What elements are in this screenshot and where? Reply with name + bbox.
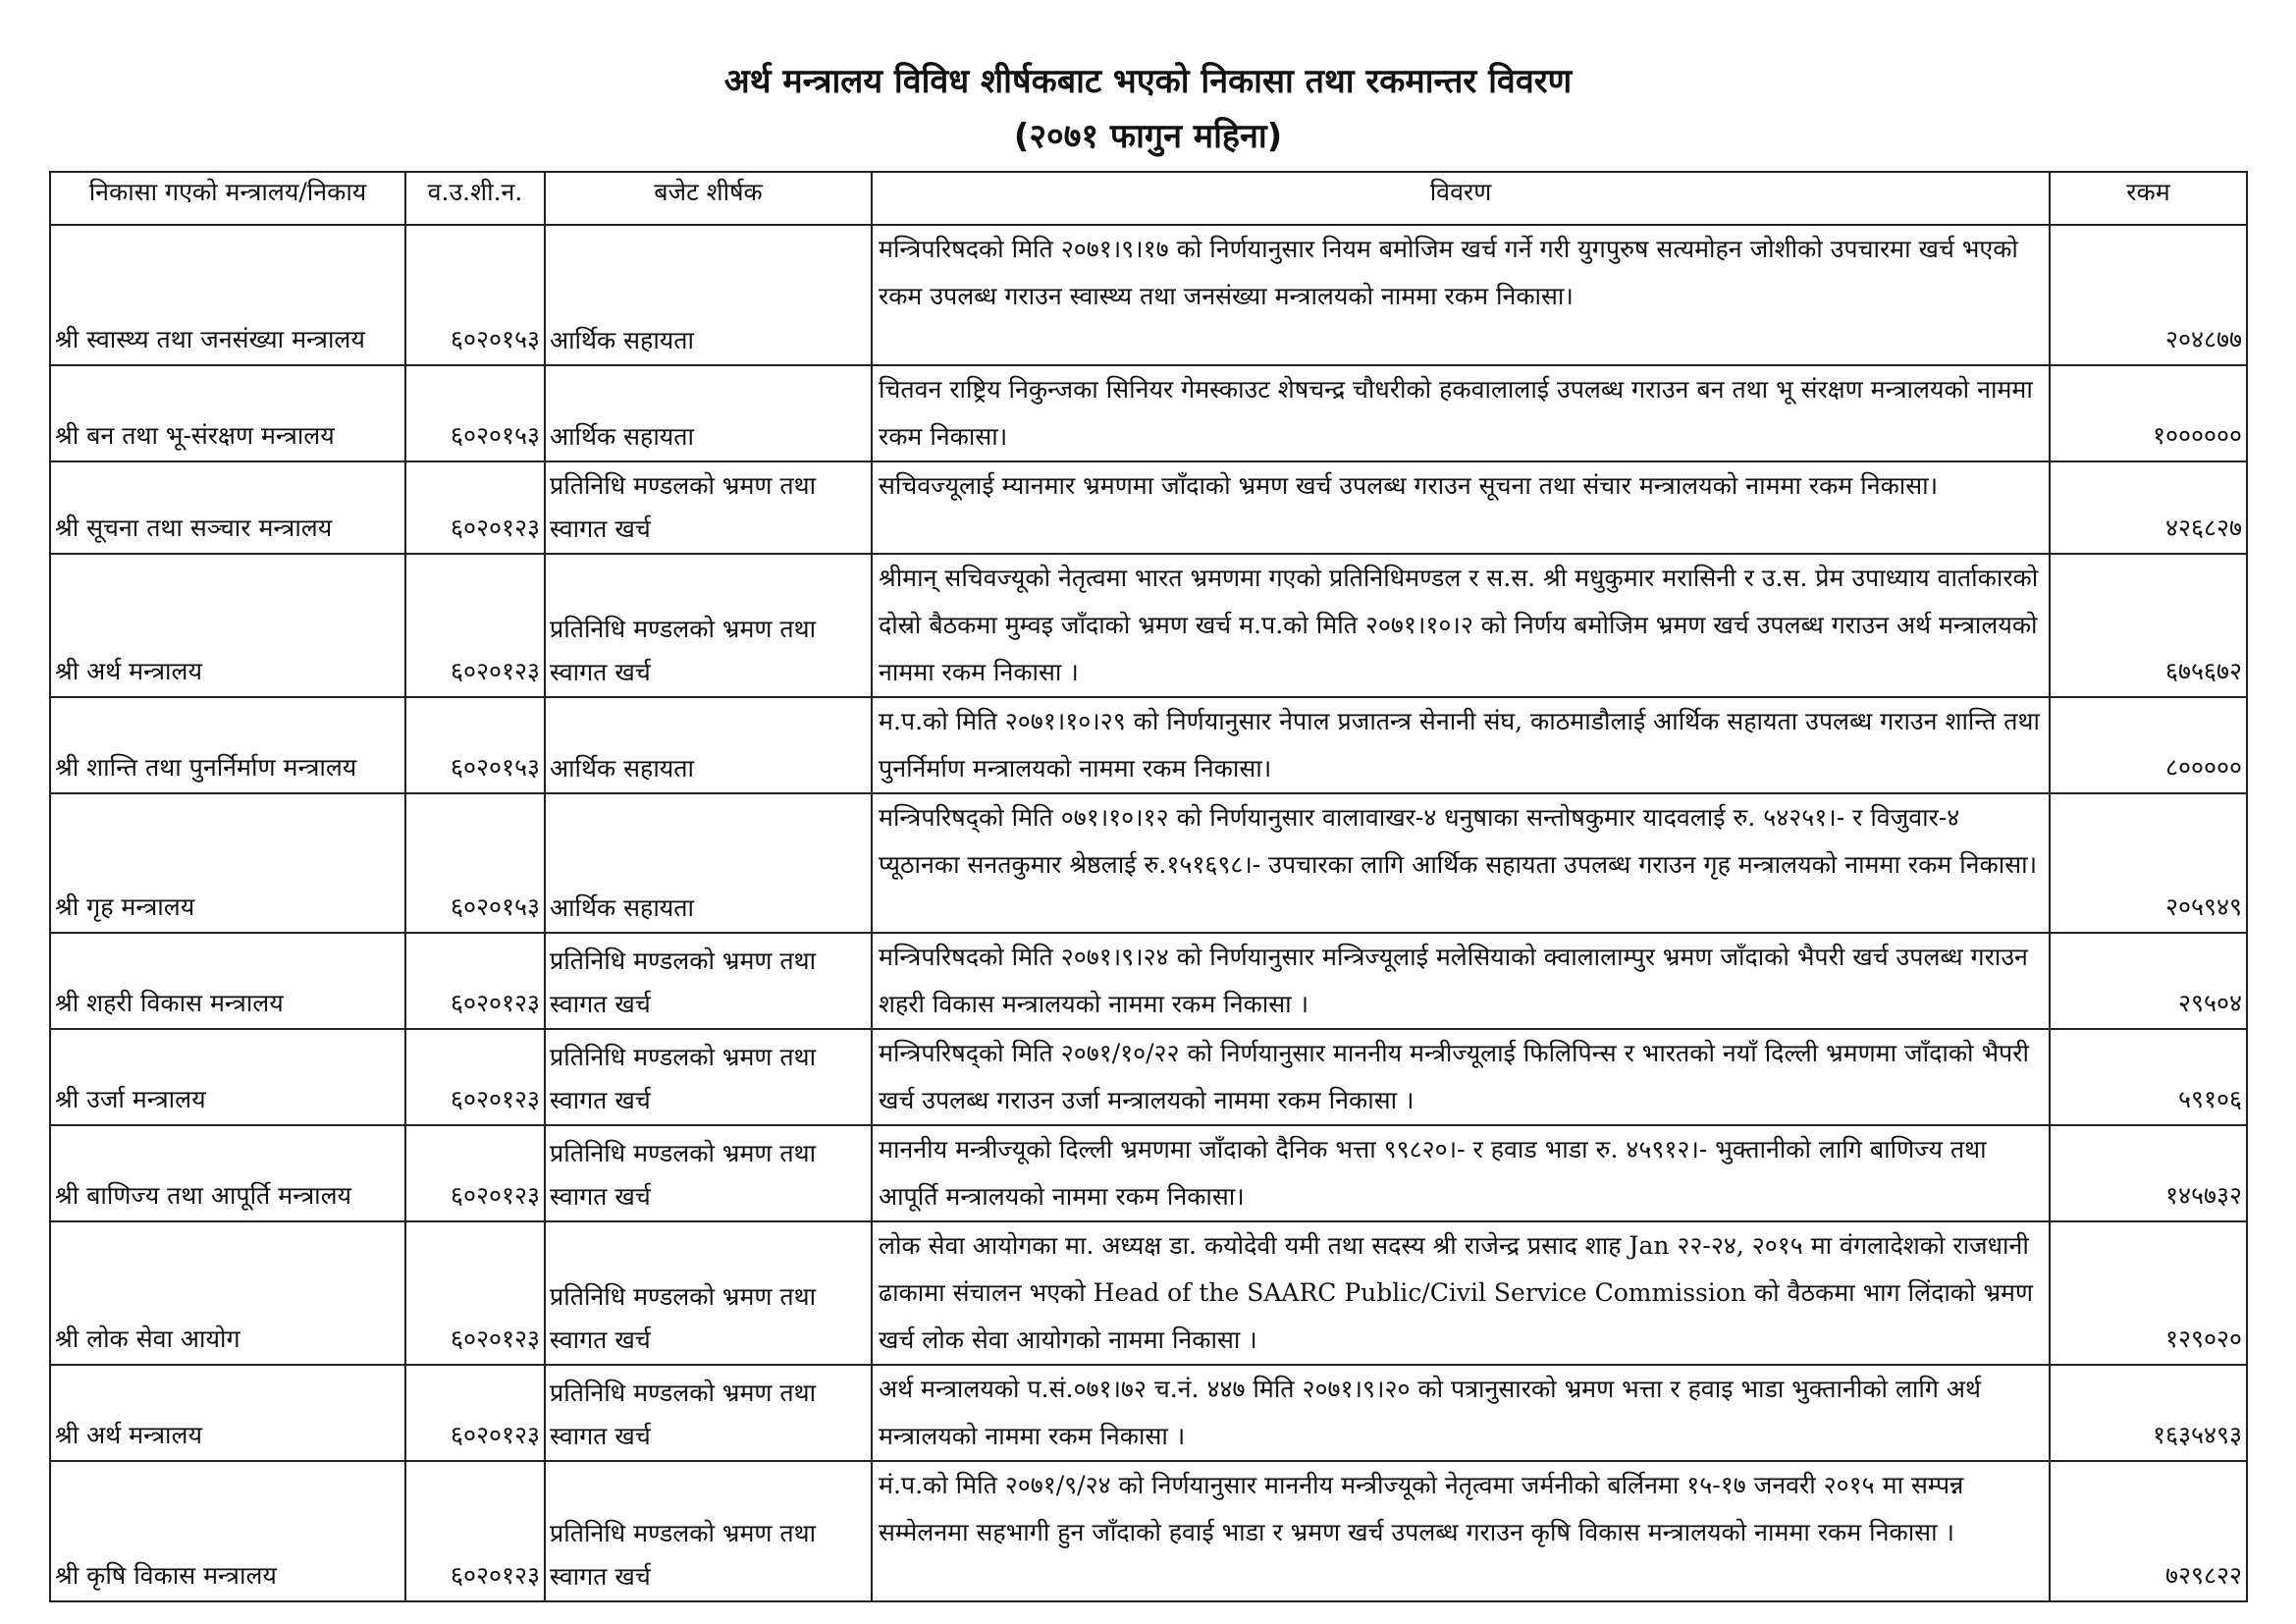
cell-ministry: श्री कृषि विकास मन्त्रालय: [50, 1461, 405, 1601]
cell-budget-code: ६०२०१२३: [405, 1365, 545, 1461]
cell-ministry: श्री बन तथा भू-संरक्षण मन्त्रालय: [50, 365, 405, 461]
cell-budget-heading: प्रतिनिधि मण्डलको भ्रमण तथा स्वागत खर्च: [545, 1461, 872, 1601]
cell-ministry: श्री लोक सेवा आयोग: [50, 1221, 405, 1365]
cell-ministry: श्री स्वास्थ्य तथा जनसंख्या मन्त्रालय: [50, 225, 405, 365]
cell-ministry: श्री शहरी विकास मन्त्रालय: [50, 933, 405, 1029]
cell-budget-code: ६०२०१२३: [405, 1029, 545, 1125]
cell-description: मन्त्रिपरिषदको मिति २०७१।९।२४ को निर्णयानुसार मन्त्रिज्यूलाई मलेसियाको क्वालालाम्पुर भ्रमण जाँदाको भैपरी खर्च उपलब्ध गराउन शहरी विकास मन्त्रालयको नाममा रकम निकासा ।: [872, 933, 2050, 1029]
table-row: [50, 554, 2247, 697]
disbursement-table: [49, 171, 2248, 1602]
column-header-description: विवरण: [872, 172, 2050, 225]
cell-amount: ७२९८२२: [2050, 1461, 2247, 1601]
cell-amount: १४५७३२: [2050, 1125, 2247, 1221]
table-row: [50, 933, 2247, 1029]
cell-description: श्रीमान् सचिवज्यूको नेतृत्वमा भारत भ्रमणमा गएको प्रतिनिधिमण्डल र स.स. श्री मधुकुमार मरासिनी र उ.स. प्रेम उपाध्याय वार्ताकारको दोस्रो बैठकमा मुम्वइ जाँदाको भ्रमण खर्च म.प.को मिति २०७१।१०।२ को निर्णय बमोजिम भ्रमण खर्च उपलब्ध गराउन अर्थ मन्त्रालयको नाममा रकम निकासा ।: [872, 554, 2050, 697]
cell-budget-heading: आर्थिक सहायता: [545, 365, 872, 461]
cell-ministry: श्री गृह मन्त्रालय: [50, 793, 405, 933]
cell-description: लोक सेवा आयोगका मा. अध्यक्ष डा. कयोदेवी यमी तथा सदस्य श्री राजेन्द्र प्रसाद शाह Jan २२-२४, २०१५ मा वंगलादेशको राजधानी ढाकामा संचालन भएको Head of the SAARC Public/Civil Service Commission को वैठकमा भाग लिंदाको भ्रमण खर्च लोक सेवा आयोगको नाममा निकासा ।: [872, 1221, 2050, 1365]
cell-ministry: श्री अर्थ मन्त्रालय: [50, 554, 405, 697]
cell-description: चितवन राष्ट्रिय निकुन्जका सिनियर गेमस्काउट शेषचन्द्र चौधरीको हकवालालाई उपलब्ध गराउन बन तथा भू संरक्षण मन्त्रालयको नाममा रकम निकासा।: [872, 365, 2050, 461]
cell-ministry: श्री सूचना तथा सञ्चार मन्त्रालय: [50, 461, 405, 554]
cell-amount: ५९१०६: [2050, 1029, 2247, 1125]
cell-description: म.प.को मिति २०७१।१०।२९ को निर्णयानुसार नेपाल प्रजातन्त्र सेनानी संघ, काठमाडौलाई आर्थिक सहायता उपलब्ध गराउन शान्ति तथा पुनर्निर्माण मन्त्रालयको नाममा रकम निकासा।: [872, 697, 2050, 793]
cell-amount: ४२६८२७: [2050, 461, 2247, 554]
table-row: [50, 1221, 2247, 1365]
cell-budget-code: ६०२०१५३: [405, 225, 545, 365]
cell-budget-code: ६०२०१२३: [405, 1461, 545, 1601]
cell-description: अर्थ मन्त्रालयको प.सं.०७१।७२ च.नं. ४४७ मिति २०७१।९।२० को पत्रानुसारको भ्रमण भत्ता र हवाइ भाडा भुक्तानीको लागि अर्थ मन्त्रालयको नाममा रकम निकासा ।: [872, 1365, 2050, 1461]
table-row: [50, 225, 2247, 365]
cell-budget-heading: प्रतिनिधि मण्डलको भ्रमण तथा स्वागत खर्च: [545, 1125, 872, 1221]
cell-amount: २०५९४९: [2050, 793, 2247, 933]
cell-budget-code: ६०२०१२३: [405, 1221, 545, 1365]
cell-budget-code: ६०२०१२३: [405, 1125, 545, 1221]
cell-budget-heading: आर्थिक सहायता: [545, 793, 872, 933]
table-row: [50, 461, 2247, 554]
cell-budget-heading: प्रतिनिधि मण्डलको भ्रमण तथा स्वागत खर्च: [545, 1029, 872, 1125]
cell-budget-heading: प्रतिनिधि मण्डलको भ्रमण तथा स्वागत खर्च: [545, 554, 872, 697]
cell-amount: १२९०२०: [2050, 1221, 2247, 1365]
table-row: [50, 793, 2247, 933]
cell-budget-code: ६०२०१५३: [405, 697, 545, 793]
cell-ministry: श्री उर्जा मन्त्रालय: [50, 1029, 405, 1125]
table-header-row: [50, 172, 2247, 225]
cell-budget-heading: प्रतिनिधि मण्डलको भ्रमण तथा स्वागत खर्च: [545, 461, 872, 554]
cell-description: मन्त्रिपरिषद्को मिति ०७१।१०।१२ को निर्णयानुसार वालावाखर-४ धनुषाका सन्तोषकुमार यादवलाई रु. ५४२५१।- र विजुवार-४ प्यूठानका सनतकुमार श्रेष्ठलाई रु.१५१६९८।- उपचारका लागि आर्थिक सहायता उपलब्ध गराउन गृह मन्त्रालयको नाममा रकम निकासा।: [872, 793, 2050, 933]
column-header-ministry: निकासा गएको मन्त्रालय/निकाय: [50, 172, 405, 225]
cell-amount: २०४८७७: [2050, 225, 2247, 365]
table-row: [50, 365, 2247, 461]
cell-budget-heading: आर्थिक सहायता: [545, 697, 872, 793]
column-header-code: व.उ.शी.न.: [405, 172, 545, 225]
page-subtitle: (२०७१ फागुन महिना): [1013, 117, 1283, 156]
cell-amount: १६३५४९३: [2050, 1365, 2247, 1461]
cell-amount: १००००००: [2050, 365, 2247, 461]
cell-budget-code: ६०२०१२३: [405, 461, 545, 554]
table-row: [50, 1365, 2247, 1461]
cell-description: सचिवज्यूलाई म्यानमार भ्रमणमा जाँदाको भ्रमण खर्च उपलब्ध गराउन सूचना तथा संचार मन्त्रालयको नाममा रकम निकासा।: [872, 461, 2050, 554]
cell-ministry: श्री अर्थ मन्त्रालय: [50, 1365, 405, 1461]
cell-ministry: श्री बाणिज्य तथा आपूर्ति मन्त्रालय: [50, 1125, 405, 1221]
cell-budget-heading: आर्थिक सहायता: [545, 225, 872, 365]
cell-amount: ८०००००: [2050, 697, 2247, 793]
cell-budget-code: ६०२०१२३: [405, 933, 545, 1029]
cell-budget-code: ६०२०१२३: [405, 554, 545, 697]
column-header-budget: बजेट शीर्षक: [545, 172, 872, 225]
cell-budget-heading: प्रतिनिधि मण्डलको भ्रमण तथा स्वागत खर्च: [545, 933, 872, 1029]
table-row: [50, 1029, 2247, 1125]
table-row: [50, 1125, 2247, 1221]
table-row: [50, 1461, 2247, 1601]
cell-description: मं.प.को मिति २०७१/९/२४ को निर्णयानुसार माननीय मन्त्रीज्यूको नेतृत्वमा जर्मनीको बर्लिनमा १५-१७ जनवरी २०१५ मा सम्पन्न सम्मेलनमा सहभागी हुन जाँदाको हवाई भाडा र भ्रमण खर्च उपलब्ध गराउन कृषि विकास मन्त्रालयको नाममा रकम निकासा ।: [872, 1461, 2050, 1601]
cell-budget-heading: प्रतिनिधि मण्डलको भ्रमण तथा स्वागत खर्च: [545, 1221, 872, 1365]
cell-budget-code: ६०२०१५३: [405, 793, 545, 933]
cell-description: मन्त्रिपरिषद्को मिति २०७१/१०/२२ को निर्णयानुसार माननीय मन्त्रीज्यूलाई फिलिपिन्स र भारतको नयाँ दिल्ली भ्रमणमा जाँदाको भैपरी खर्च उपलब्ध गराउन उर्जा मन्त्रालयको नाममा रकम निकासा ।: [872, 1029, 2050, 1125]
cell-amount: २९५०४: [2050, 933, 2247, 1029]
cell-budget-heading: प्रतिनिधि मण्डलको भ्रमण तथा स्वागत खर्च: [545, 1365, 872, 1461]
cell-description: मन्त्रिपरिषदको मिति २०७१।९।१७ को निर्णयानुसार नियम बमोजिम खर्च गर्ने गरी युगपुरुष सत्यमोहन जोशीको उपचारमा खर्च भएको रकम उपलब्ध गराउन स्वास्थ्य तथा जनसंख्या मन्त्रालयको नाममा रकम निकासा।: [872, 225, 2050, 365]
table-row: [50, 697, 2247, 793]
cell-description: माननीय मन्त्रीज्यूको दिल्ली भ्रमणमा जाँदाको दैनिक भत्ता ९९८२०।- र हवाड भाडा रु. ४५९१२।- भुक्तानीको लागि बाणिज्य तथा आपूर्ति मन्त्रालयको नाममा रकम निकासा।: [872, 1125, 2050, 1221]
cell-budget-code: ६०२०१५३: [405, 365, 545, 461]
cell-ministry: श्री शान्ति तथा पुनर्निर्माण मन्त्रालय: [50, 697, 405, 793]
cell-amount: ६७५६७२: [2050, 554, 2247, 697]
page-title: अर्थ मन्त्रालय विविध शीर्षकबाट भएको निकासा तथा रकमान्तर विवरण: [723, 62, 1573, 101]
column-header-amount: रकम: [2050, 172, 2247, 225]
